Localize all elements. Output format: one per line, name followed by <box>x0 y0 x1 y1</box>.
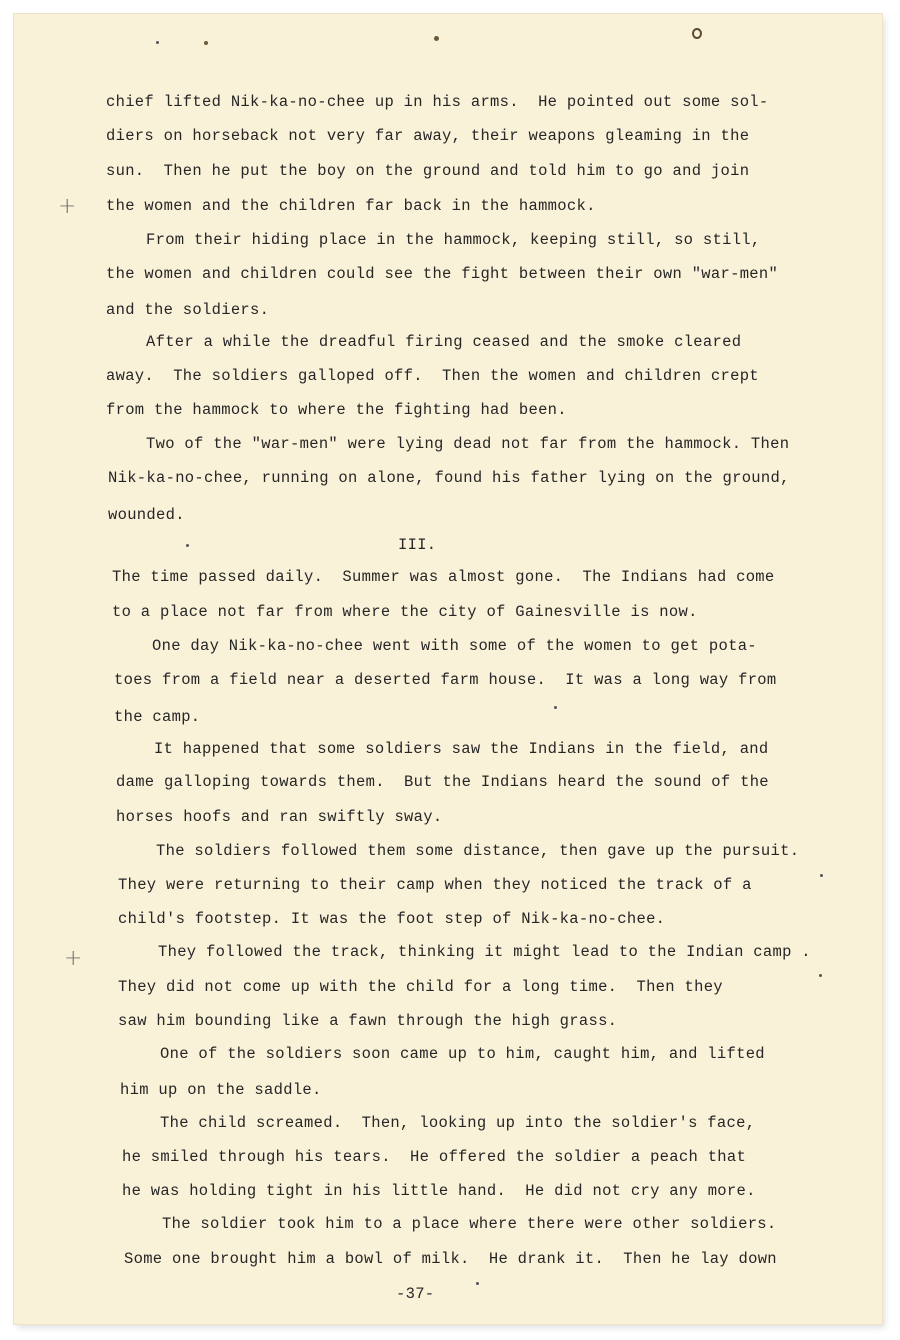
text-line: They were returning to their camp when they noticed the track of a <box>118 876 752 894</box>
text-line: the women and the children far back in the hammock. <box>106 197 596 215</box>
text-line: he was holding tight in his little hand. He did not cry any more. <box>122 1182 756 1200</box>
text-line: diers on horseback not very far away, their weapons gleaming in the <box>106 127 750 145</box>
ink-speck <box>819 974 822 977</box>
text-line: The child screamed. Then, looking up into the soldier's face, <box>160 1114 756 1132</box>
text-line: him up on the saddle. <box>120 1081 322 1099</box>
section-heading: III. <box>398 536 437 554</box>
text-line: toes from a field near a deserted farm house. It was a long way from <box>114 671 777 689</box>
text-line: Nik-ka-no-chee, running on alone, found his father lying on the ground, <box>108 469 790 487</box>
text-line: dame galloping towards them. But the Indians heard the sound of the <box>116 773 769 791</box>
page-number: -37- <box>396 1285 435 1303</box>
text-line: Some one brought him a bowl of milk. He drank it. Then he lay down <box>124 1250 777 1268</box>
text-line: the women and children could see the fight between their own "war-men" <box>106 265 779 283</box>
text-line: After a while the dreadful firing ceased and the smoke cleared <box>146 333 742 351</box>
ink-speck <box>186 544 189 547</box>
text-line: wounded. <box>108 506 185 524</box>
text-line: horses hoofs and ran swiftly sway. <box>116 808 443 826</box>
ink-speck <box>554 706 557 709</box>
text-line: They did not come up with the child for a long time. Then they <box>118 978 723 996</box>
ink-speck <box>476 1282 479 1285</box>
text-line: to a place not far from where the city of Gainesville is now. <box>112 603 698 621</box>
text-line: away. The soldiers galloped off. Then the women and children crept <box>106 367 759 385</box>
text-line: From their hiding place in the hammock, keeping still, so still, <box>146 231 761 249</box>
text-line: It happened that some soldiers saw the Indians in the field, and <box>154 740 769 758</box>
punch-hole-right <box>692 28 702 39</box>
text-line: saw him bounding like a fawn through the high grass. <box>118 1012 618 1030</box>
text-line: from the hammock to where the fighting had been. <box>106 401 567 419</box>
text-line: The soldiers followed them some distance, then gave up the pursuit. <box>156 842 800 860</box>
margin-mark: + <box>58 194 77 219</box>
text-line: the camp. <box>114 708 201 726</box>
ink-speck <box>156 41 159 44</box>
punch-mark-left <box>204 41 208 45</box>
text-line: Two of the "war-men" were lying dead not far from the hammock. Then <box>146 435 790 453</box>
text-line: child's footstep. It was the foot step of Nik-ka-no-chee. <box>118 910 666 928</box>
text-line: and the soldiers. <box>106 301 270 319</box>
text-line: sun. Then he put the boy on the ground and told him to go and join <box>106 162 750 180</box>
text-line: The time passed daily. Summer was almost gone. The Indians had come <box>112 568 775 586</box>
text-line: he smiled through his tears. He offered the soldier a peach that <box>122 1148 747 1166</box>
text-line: The soldier took him to a place where there were other soldiers. <box>162 1215 777 1233</box>
text-line: chief lifted Nik-ka-no-chee up in his arms. He pointed out some sol- <box>106 93 769 111</box>
text-line: One of the soldiers soon came up to him, caught him, and lifted <box>160 1045 765 1063</box>
text-line: One day Nik-ka-no-chee went with some of the women to get pota- <box>152 637 757 655</box>
ink-speck <box>820 874 823 877</box>
margin-mark: + <box>64 946 83 971</box>
text-line: They followed the track, thinking it might lead to the Indian camp . <box>158 943 811 961</box>
punch-mark-center <box>434 36 439 41</box>
